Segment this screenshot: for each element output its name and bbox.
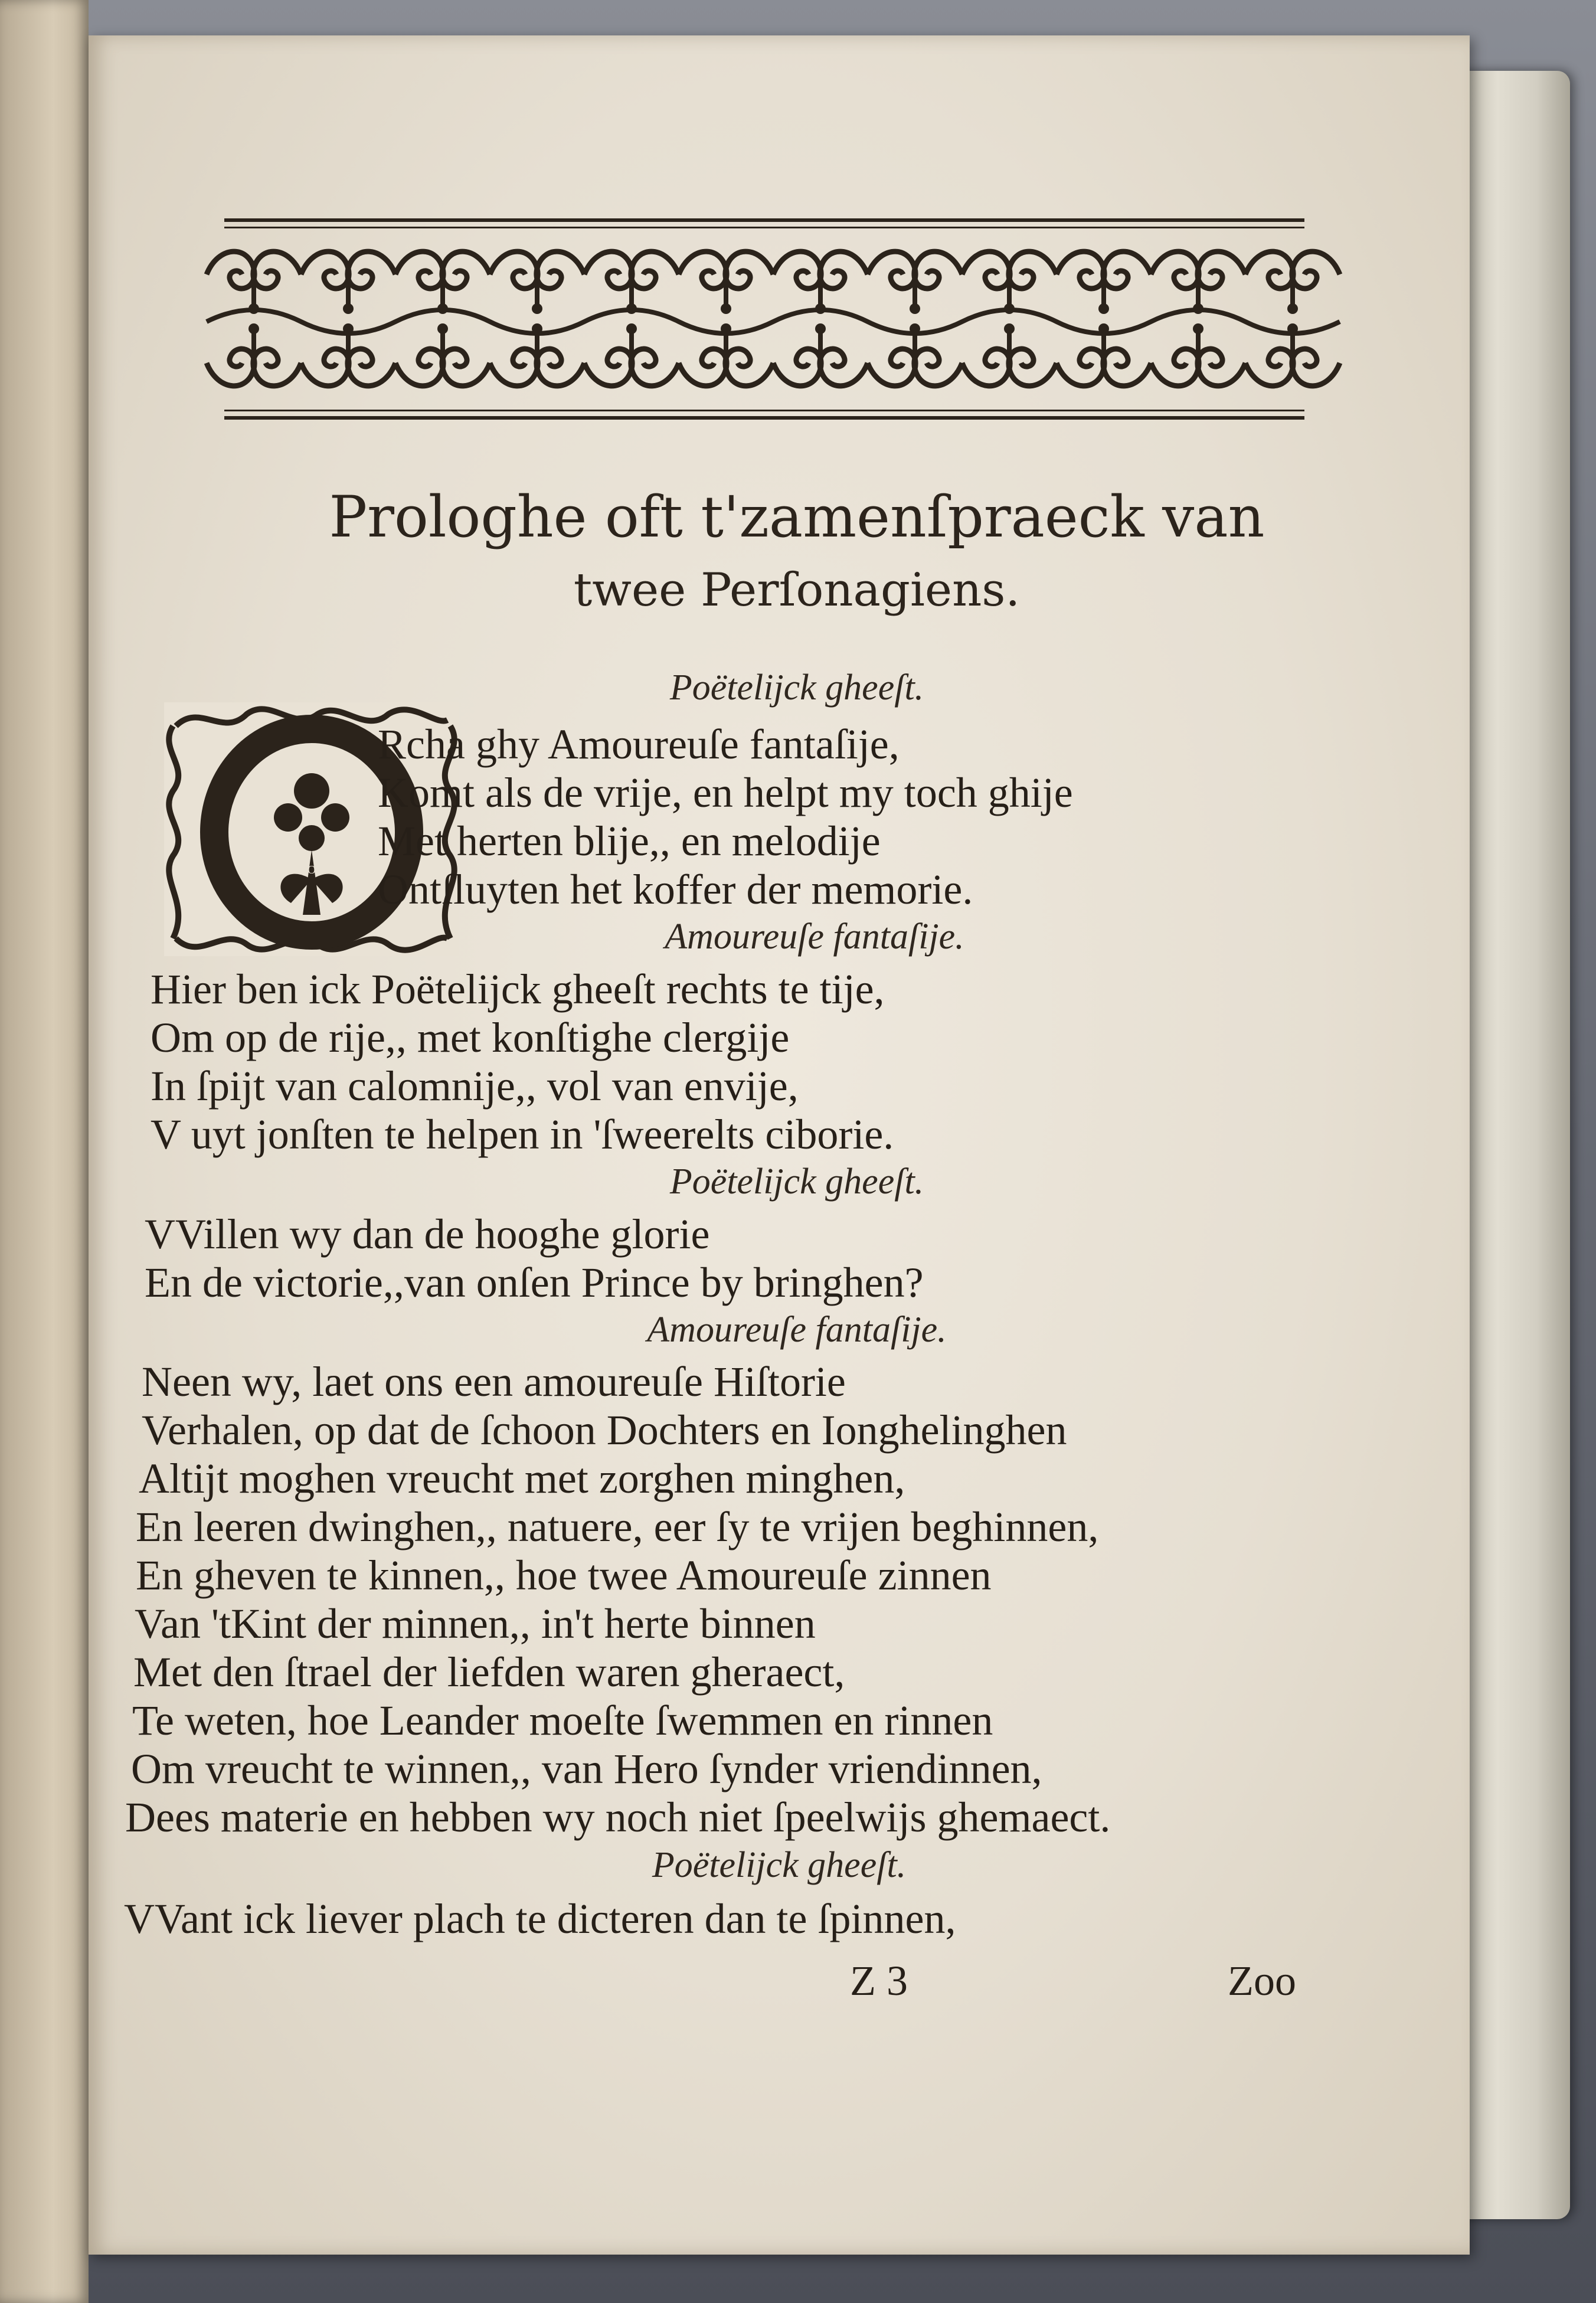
verse-line: VVant ick liever plach te dicteren dan te ſpinnen, <box>124 1895 956 1942</box>
catchword: Zoo <box>1228 1957 1296 2004</box>
verse-line: Te weten, hoe Leander moeſte ſwemmen en rinnen <box>132 1697 993 1744</box>
speaker-label: Poëtelijck gheeſt. <box>652 1845 907 1885</box>
verse-line: Verhalen, op dat de ſchoon Dochters en Ionghelinghen <box>142 1406 1067 1454</box>
verse-line: Altijt moghen vreucht met zorghen minghen, <box>139 1455 905 1502</box>
verse-line: Met den ſtrael der liefden waren gheraect, <box>133 1648 845 1696</box>
headpiece-ornament-icon <box>195 183 1369 437</box>
vellum-binding <box>1458 71 1570 2219</box>
verse-line: Ontſluyten het koffer der memorie. <box>378 866 973 913</box>
speaker-label: Amoureuſe fantaſije. <box>647 1310 947 1350</box>
book-page <box>89 35 1470 2255</box>
drop-cap-letter: O <box>307 863 316 876</box>
verse-line: En leeren dwinghen,, natuere, eer ſy te vrijen beghinnen, <box>136 1503 1099 1550</box>
ornamental-headpiece <box>195 183 1369 437</box>
heading-line-1: Prologhe oft t'zamenſpraeck van <box>329 484 1265 550</box>
verse-line: Met herten blije,, en melodije <box>378 817 881 865</box>
verse-line: V uyt jonſten te helpen in 'ſweerelts ciborie. <box>151 1111 894 1158</box>
verse-line: Komt als de vrije, en helpt my toch ghije <box>378 769 1073 816</box>
verse-line: Neen wy, laet ons een amoureuſe Hiſtorie <box>142 1358 846 1405</box>
verse-line: Om op de rije,, met konſtighe clergije <box>151 1014 790 1061</box>
verse-line: En gheven te kinnen,, hoe twee Amoureuſe zinnen <box>136 1552 992 1599</box>
signature-mark: Z 3 <box>850 1957 908 2004</box>
verse-line: Hier ben ick Poëtelijck gheeſt rechts te tije, <box>151 966 885 1013</box>
heading-line-2: twee Perſonagiens. <box>573 564 1021 617</box>
verse-line: VVillen wy dan de hooghe glorie <box>145 1211 710 1258</box>
verse-line: Dees materie en hebben wy noch niet ſpeelwijs ghemaect. <box>125 1794 1111 1841</box>
speaker-label: Poëtelijck gheeſt. <box>669 1162 924 1202</box>
speaker-label: Poëtelijck gheeſt. <box>669 668 924 708</box>
verse-line: Van 'tKint der minnen,, in't herte binnen <box>135 1600 816 1647</box>
verse-line: Om vreucht te winnen,, van Hero ſynder vriendinnen, <box>131 1745 1042 1792</box>
verse-line: En de victorie,,van onſen Prince by bringhen? <box>145 1259 924 1306</box>
speaker-label: Amoureuſe fantaſije. <box>665 917 964 957</box>
verse-line: In ſpijt van calomnije,, vol van envije, <box>151 1062 799 1110</box>
verse-line: Rcha ghy Amoureuſe fantaſije, <box>378 721 900 768</box>
facing-page-edge <box>0 0 89 2303</box>
